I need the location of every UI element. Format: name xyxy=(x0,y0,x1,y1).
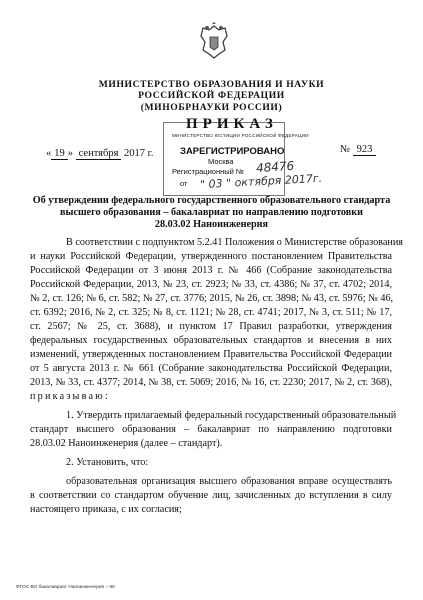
body-line: ст. 2567; № 25, ст. 3688), и пунктом 17 Правил разработки, утверждения xyxy=(30,321,392,332)
ministry-short-name: (МИНОБРНАУКИ РОССИИ) xyxy=(140,102,283,113)
stamp-reg-number-label: Регистрационный № xyxy=(172,167,244,176)
page-footer: ФГОС ВО бакалавриат Наноинженерия – 65 xyxy=(16,585,115,590)
date-year: 2017 г. xyxy=(124,148,154,159)
stamp-city: Москва xyxy=(208,157,234,166)
stamp-ministry-justice: МИНИСТЕРСТВО ЮСТИЦИИ РОССИЙСКОЙ ФЕДЕРАЦИИ xyxy=(172,133,309,138)
date-day: 19 xyxy=(51,148,68,160)
stamp-date-handwritten: " 03 " октября 2017г. xyxy=(199,171,323,192)
coat-of-arms-icon xyxy=(197,22,231,62)
stamp-reg-number-handwritten: 48476 xyxy=(255,158,295,176)
body-line: 2. Установить, что: xyxy=(66,457,149,468)
order-title-line1: Об утверждении федерального государственного образовательного стандарта xyxy=(32,195,391,206)
body-line: изменений, утвержденных постановлением Правительства Российской Федерации xyxy=(30,349,392,360)
stamp-registered-label: ЗАРЕГИСТРИРОВАНО xyxy=(180,146,285,157)
body-line: 28.03.02 Наноинженерия (далее – стандарт). xyxy=(30,438,223,449)
body-line: Российской Федерации от 3 июня 2013 г. № 466 (Собрание законодательства xyxy=(30,265,392,276)
body-line: 1. Утвердить прилагаемый федеральный государственный образовательный xyxy=(66,410,397,421)
order-number-label: № xyxy=(340,144,351,155)
ministry-name-line2: РОССИЙСКОЙ ФЕДЕРАЦИИ xyxy=(138,90,285,101)
stamp-date-label: от xyxy=(180,179,188,188)
order-body-text xyxy=(30,236,403,517)
body-line: ст. 6392; 2016, № 2, ст. 325; № 8, ст. 1121; № 28, ст. 4741; 2017, № 3, ст. 511; № 17, xyxy=(30,307,392,318)
body-line: в соответствии со стандартом обучение лиц, зачисленных до вступления в силу xyxy=(30,490,392,501)
body-line: приказываю: xyxy=(30,391,111,402)
order-number-value: 923 xyxy=(353,144,377,156)
document-type-heading: ПРИКАЗ xyxy=(186,116,278,132)
body-line: № 2, ст. 126; № 6, ст. 582; № 27, ст. 3776; 2015, № 26, ст. 3898; № 43, ст. 5976; № 46, xyxy=(30,293,394,304)
order-title-line2: высшего образования – бакалавриат по направлению подготовки xyxy=(59,207,364,218)
body-line: федеральных государственных образовательных стандартов и внесения в них xyxy=(30,335,392,346)
ministry-name-line1: МИНИСТЕРСТВО ОБРАЗОВАНИЯ И НАУКИ xyxy=(98,79,325,90)
body-line: Российской Федерации, 2013, № 23, ст. 2923; № 33, ст. 4386; № 37, ст. 4702; 2014, xyxy=(30,279,392,290)
body-line: настоящего приказа, с их согласия; xyxy=(30,504,182,515)
date-month: сентября xyxy=(76,148,122,160)
order-title-line3: 28.03.02 Наноинженерия xyxy=(154,219,269,230)
body-line: образовательная организация высшего образования вправе осуществлять xyxy=(66,476,392,487)
body-line: 2013, № 33, ст. 4377; 2014, № 38, ст. 5069; 2016, № 16, ст. 2230; 2017, № 2, ст. 368), xyxy=(30,377,392,388)
body-line: В соответствии с подпунктом 5.2.41 Положения о Министерстве образования xyxy=(66,237,403,248)
order-number xyxy=(340,144,376,155)
order-date: « 19 » сентября 2017 г. xyxy=(46,148,154,159)
body-line: и науки Российской Федерации, утвержденного постановлением Правительства xyxy=(30,251,392,262)
body-line: стандарт высшего образования – бакалавриат по направлению подготовки xyxy=(30,424,392,435)
body-line: от 5 августа 2013 г. № 661 (Собрание законодательства Российской Федерации, xyxy=(30,363,392,374)
